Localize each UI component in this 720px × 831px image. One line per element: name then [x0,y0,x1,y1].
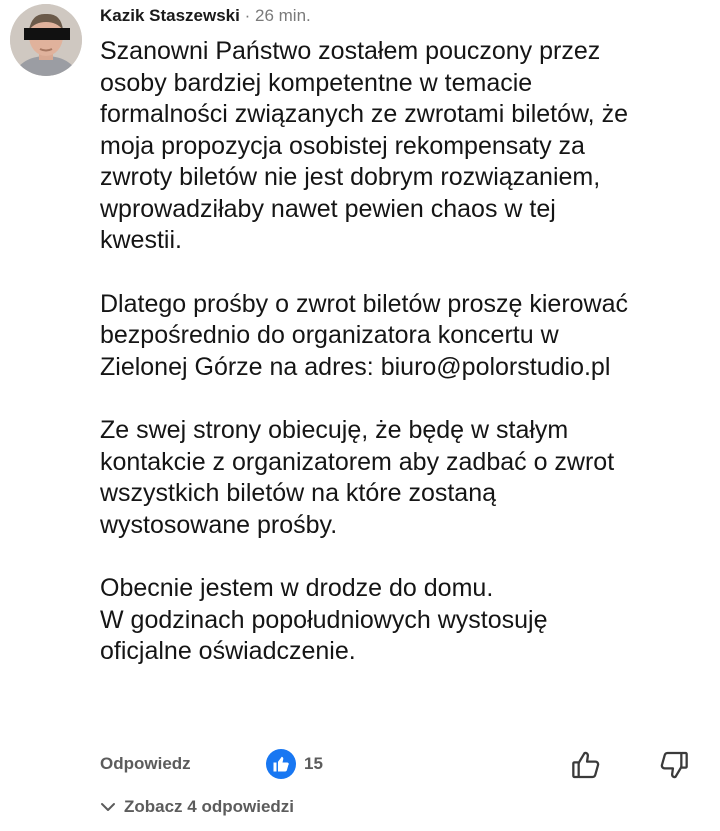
separator-dot: · [244,6,251,25]
comment-paragraph: Obecnie jestem w drodze do domu. W godzinach popołudniowych wystosuję oficjalne oświadczenie. [100,574,548,665]
like-badge-icon [266,749,296,779]
comment-paragraph: Dlatego prośby o zwrot biletów proszę kierować bezpośrednio do organizatora koncertu w Zielonej Górze na adres: biuro@polorstudio.pl [100,289,629,381]
censor-bar [24,28,70,40]
thumbs-down-icon[interactable] [658,749,690,786]
reply-button[interactable]: Odpowiedz [100,754,191,773]
comment-paragraph: Ze swej strony obiecuję, że będę w stałym kontakcie z organizatorem aby zadbać o zwrot wszystkich biletów na które zostaną wystosowane prośby. [100,416,615,539]
avatar-photo [10,4,82,76]
avatar[interactable] [10,4,82,76]
like-count: 15 [304,754,323,773]
view-replies-label: Zobacz 4 odpowiedzi [124,797,295,816]
view-replies-button[interactable] [100,797,294,817]
like-summary[interactable] [266,749,323,779]
chevron-down-icon [100,801,116,813]
timestamp[interactable]: 26 min. [255,6,311,25]
comment-body [100,36,710,668]
thumbs-up-icon[interactable] [570,749,602,786]
comment-header [100,6,311,26]
author-name[interactable]: Kazik Staszewski [100,6,240,25]
comment-actions [100,749,710,781]
comment-paragraph: Szanowni Państwo zostałem pouczony przez osoby bardziej kompetentne w temacie formalności związanych ze zwrotami biletów, że moja propozycja osobistej rekompensaty za zwroty biletów nie jest dobrym rozwiązaniem, wprowadziłaby nawet pewien chaos w tej kwestii. [100,37,628,254]
